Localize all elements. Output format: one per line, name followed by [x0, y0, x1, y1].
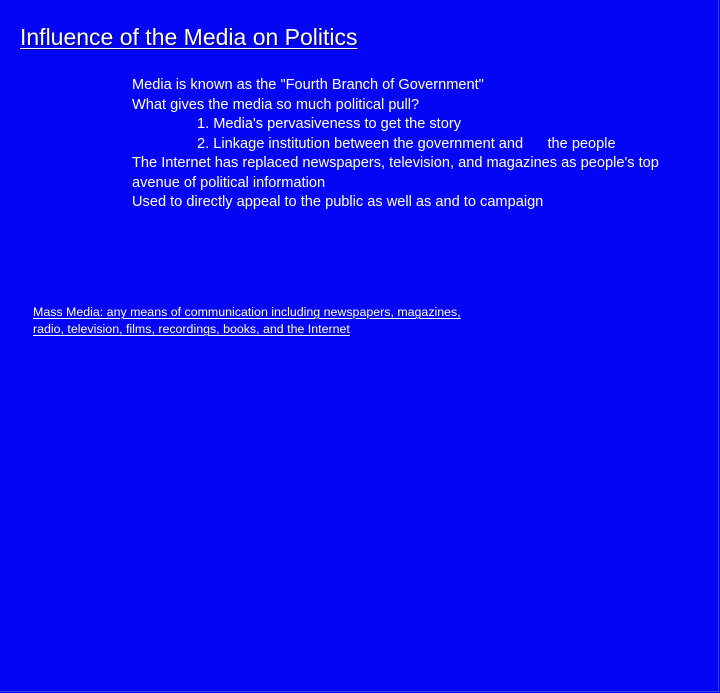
sub-bullet-linkage-institution: 2. Linkage institution between the government and the people [197, 135, 616, 152]
bullet-political-pull-question: What gives the media so much political pull? [132, 96, 420, 113]
bullet-internet-replaced: The Internet has replaced newspapers, television, and magazines as people's top avenue of political information [132, 155, 659, 191]
mass-media-definition [33, 304, 553, 338]
definition-line-1: Mass Media: any means of communication including newspapers, magazines, [33, 305, 461, 319]
slide-title: Influence of the Media on Politics [20, 24, 358, 50]
sub-bullet-pervasiveness: 1. Media's pervasiveness to get the story [197, 116, 461, 132]
definition-line-2: radio, television, films, recordings, books, and the Internet [33, 322, 350, 336]
bullet-appeal-campaign: Used to directly appeal to the public as well as and to campaign [132, 194, 544, 210]
bullet-list [132, 76, 702, 213]
bullet-fourth-branch: Media is known as the "Fourth Branch of Government" [132, 77, 484, 93]
